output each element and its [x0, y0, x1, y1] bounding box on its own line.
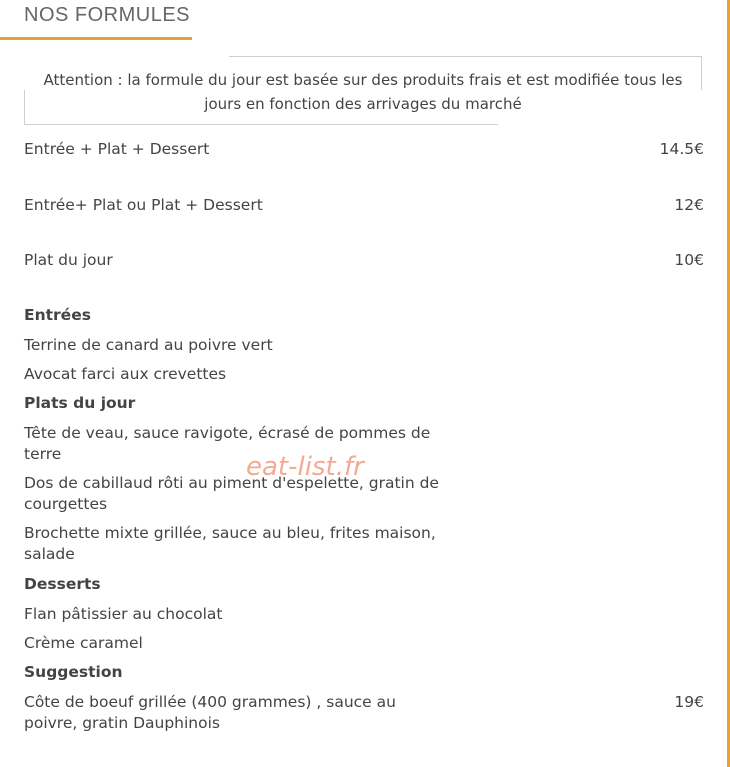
section-heading-entrees: Entrées: [24, 306, 91, 324]
menu-item: Flan pâtissier au chocolat: [24, 605, 223, 623]
formula-label: Entrée + Plat + Dessert: [24, 140, 210, 158]
formula-row: [24, 251, 704, 269]
menu-item: Avocat farci aux crevettes: [24, 365, 227, 383]
formula-price: 14.5€: [659, 140, 704, 158]
formula-label: Plat du jour: [24, 251, 113, 269]
notice-border-right: [701, 56, 702, 90]
notice-border-left: [24, 90, 25, 125]
formula-price: 12€: [674, 196, 704, 214]
suggestion-price: 19€: [674, 693, 704, 711]
page-title: NOS FORMULES: [24, 4, 191, 26]
formula-row: [24, 196, 704, 214]
formula-price: 10€: [674, 251, 704, 269]
suggestion-item: Côte de boeuf grillée (400 grammes) , sauce au poivre, gratin Dauphinois: [24, 693, 396, 732]
menu-item: Tête de veau, sauce ravigote, écrasé de pommes de terre: [24, 424, 431, 463]
title-underline: [0, 37, 192, 40]
section-heading-desserts: Desserts: [24, 575, 101, 593]
formula-row: [24, 140, 704, 158]
menu-item: Dos de cabillaud rôti au piment d'espelette, gratin de courgettes: [24, 474, 439, 513]
menu-item: Terrine de canard au poivre vert: [24, 336, 273, 354]
section-heading-plats: Plats du jour: [24, 394, 136, 412]
watermark-text: eat-list.fr: [246, 452, 364, 482]
notice-box: [24, 56, 702, 125]
menu-item: Brochette mixte grillée, sauce au bleu, frites maison, salade: [24, 524, 436, 563]
menu-item: Crème caramel: [24, 634, 143, 652]
notice-text: Attention : la formule du jour est basée sur des produits frais et est modifiée tous les jours en fonction des arrivages du marché: [43, 71, 683, 113]
notice-border-bottom: [24, 124, 498, 125]
section-heading-suggestion: Suggestion: [24, 663, 123, 681]
notice-border-top: [229, 56, 702, 57]
formula-label: Entrée+ Plat ou Plat + Dessert: [24, 196, 263, 214]
